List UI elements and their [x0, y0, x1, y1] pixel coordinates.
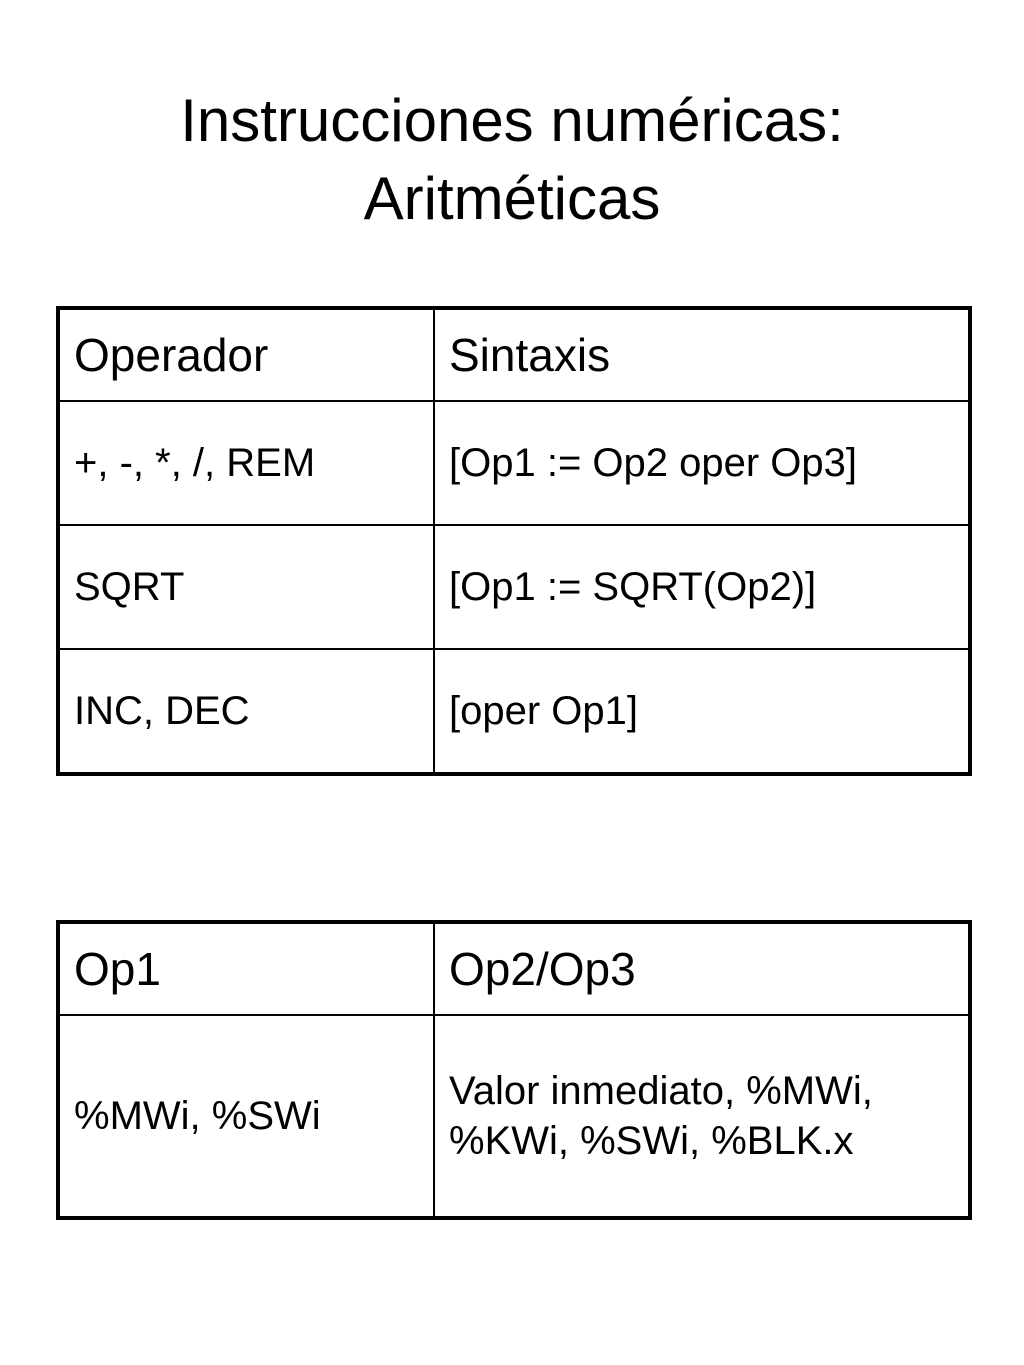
operator-cell: +, -, *, /, REM [58, 401, 434, 525]
slide-title [0, 82, 1024, 238]
op1-cell: %MWi, %SWi [58, 1015, 434, 1218]
table-row [58, 525, 970, 649]
table-row [58, 1015, 970, 1218]
syntax-cell: [Op1 := SQRT(Op2)] [434, 525, 970, 649]
syntax-cell: [Op1 := Op2 oper Op3] [434, 401, 970, 525]
header-cell-operador: Operador [58, 308, 434, 401]
header-cell-op1: Op1 [58, 922, 434, 1015]
table-header-row [58, 308, 970, 401]
operands-table [56, 920, 972, 1220]
table-header-row [58, 922, 970, 1015]
header-cell-op2-op3: Op2/Op3 [434, 922, 970, 1015]
table-row [58, 401, 970, 525]
syntax-cell: [oper Op1] [434, 649, 970, 774]
operator-cell: SQRT [58, 525, 434, 649]
title-line-1: Instrucciones numéricas: [180, 87, 844, 154]
title-line-2: Aritméticas [363, 165, 661, 232]
operator-cell: INC, DEC [58, 649, 434, 774]
header-cell-sintaxis: Sintaxis [434, 308, 970, 401]
table-row [58, 649, 970, 774]
operators-table [56, 306, 972, 776]
op2-op3-cell: Valor inmediato, %MWi, %KWi, %SWi, %BLK.x [434, 1015, 970, 1218]
